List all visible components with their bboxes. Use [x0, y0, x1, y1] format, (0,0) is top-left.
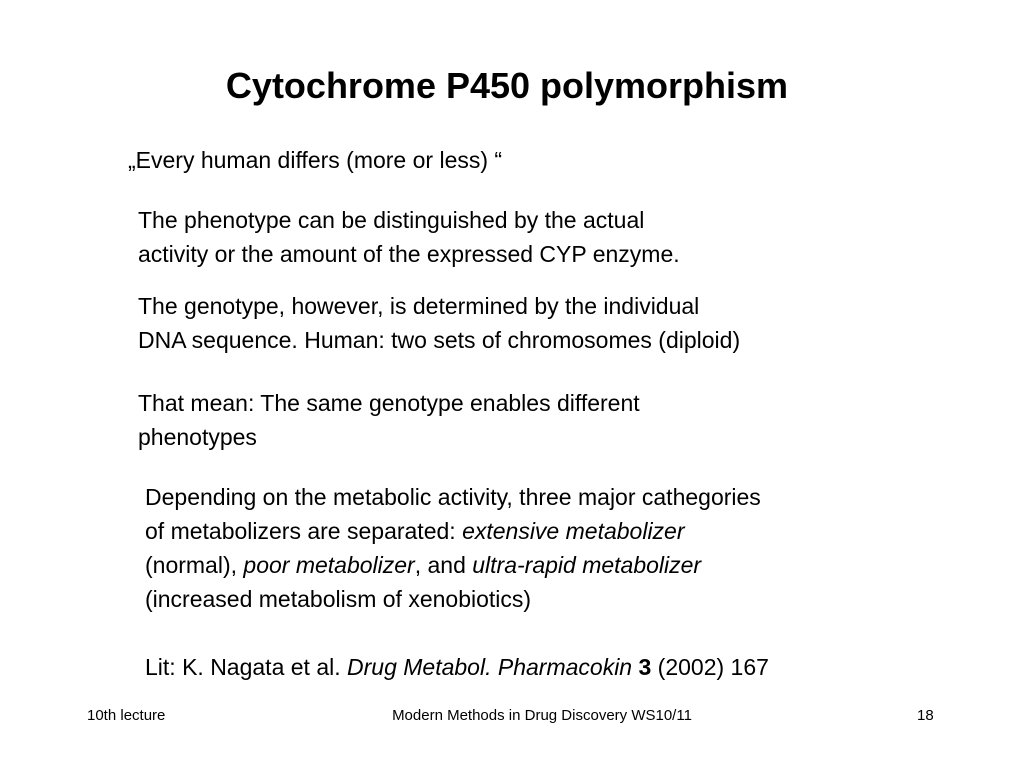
metabolizer-paragraph	[145, 480, 761, 616]
same-genotype-line-1: That mean: The same genotype enables different	[138, 390, 640, 416]
metabolizer-line-3-text-b: , and	[414, 552, 473, 578]
same-genotype-line-2: phenotypes	[138, 424, 257, 450]
genotype-paragraph	[138, 289, 740, 357]
literature-reference	[145, 650, 769, 684]
phenotype-paragraph	[138, 203, 680, 271]
metabolizer-line-2	[145, 514, 761, 548]
phenotype-line-2: activity or the amount of the expressed CYP enzyme.	[138, 241, 680, 267]
literature-suffix: (2002) 167	[651, 654, 769, 680]
literature-prefix: Lit: K. Nagata et al.	[145, 654, 348, 680]
literature-journal: Drug Metabol. Pharmacokin	[347, 654, 633, 680]
same-genotype-paragraph	[138, 386, 640, 454]
phenotype-line-1: The phenotype can be distinguished by the actual	[138, 207, 645, 233]
metabolizer-line-2-text: of metabolizers are separated:	[145, 518, 463, 544]
genotype-line-2: DNA sequence. Human: two sets of chromosomes (diploid)	[138, 327, 741, 353]
quote-text: „Every human differs (more or less) “	[128, 147, 503, 173]
extensive-metabolizer-term: extensive metabolizer	[462, 518, 685, 544]
poor-metabolizer-term: poor metabolizer	[243, 552, 415, 578]
metabolizer-line-3	[145, 548, 761, 582]
footer-page-number: 18	[917, 707, 934, 724]
ultra-rapid-metabolizer-term: ultra-rapid metabolizer	[472, 552, 702, 578]
metabolizer-line-1: Depending on the metabolic activity, three major cathegories	[145, 484, 761, 510]
literature-volume: 3	[638, 654, 652, 680]
footer-lecture: 10th lecture	[87, 707, 166, 724]
slide-title: Cytochrome P450 polymorphism	[225, 65, 789, 106]
genotype-line-1: The genotype, however, is determined by the individual	[138, 293, 700, 319]
metabolizer-line-4: (increased metabolism of xenobiotics)	[145, 586, 532, 612]
metabolizer-line-3-text-a: (normal),	[145, 552, 244, 578]
footer-course-title: Modern Methods in Drug Discovery WS10/11	[392, 707, 692, 724]
